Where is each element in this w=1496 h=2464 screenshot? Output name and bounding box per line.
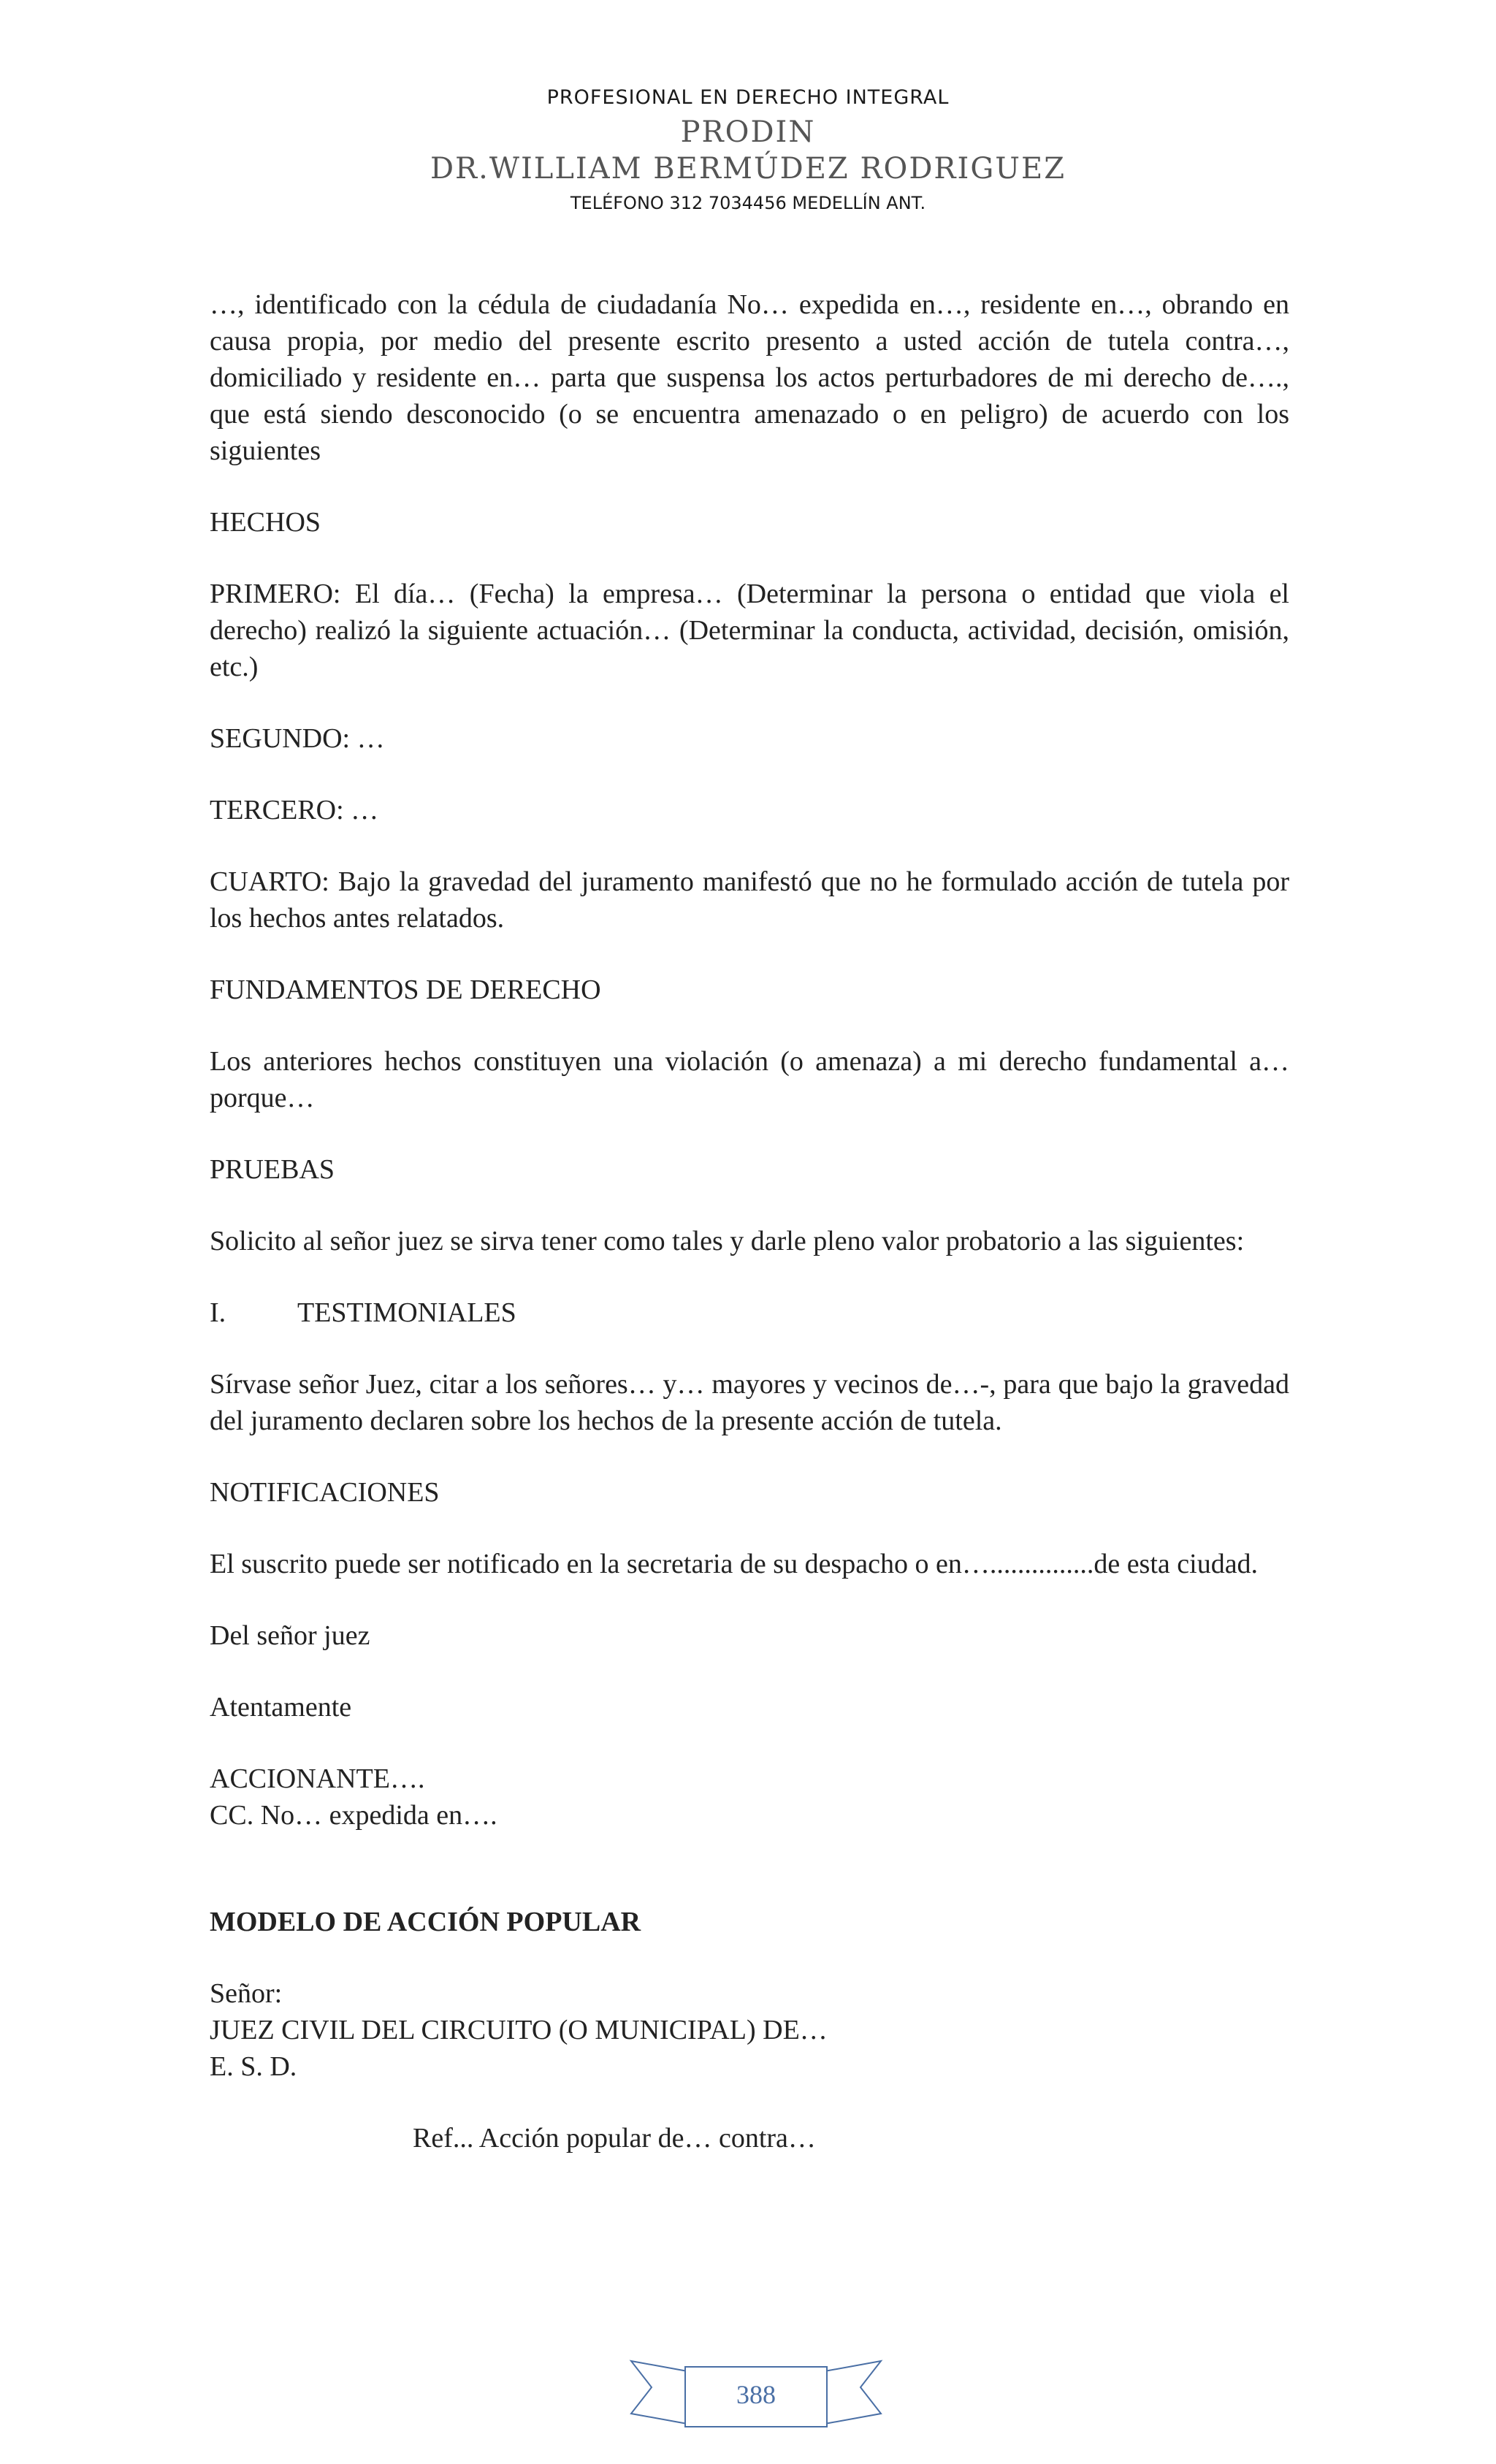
section-heading-pruebas: PRUEBAS xyxy=(210,1154,335,1185)
letterhead-contact: TELÉFONO 312 7034456 MEDELLÍN ANT. xyxy=(570,193,926,213)
notificaciones-paragraph: El suscrito puede ser notificado en la secretaria de su despacho o en…...............de esta ciudad. xyxy=(210,1549,1259,1579)
testimoniales-paragraph: Sírvase señor Juez, citar a los señores… y… mayores y vecinos de…-, para que bajo la gravedad del juramento declaren sobre los hechos de la presente acción de tutela. xyxy=(210,1369,1289,1436)
section-heading-hechos: HECHOS xyxy=(210,507,321,538)
intro-paragraph: …, identificado con la cédula de ciudadanía No… expedida en…, residente en…, obrando en causa propia, por medio del presente escrito presento a usted acción de tutela contra…, domiciliado y residente en… parta que suspensa los actos perturbadores de mi derecho de…., que está siendo desconocido (o se encuentra amenazado o en peligro) de acuerdo con los siguientes xyxy=(210,289,1289,466)
addressee-esd: E. S. D. xyxy=(210,2051,297,2082)
page-number: 388 xyxy=(736,2380,776,2409)
subsection-testimoniales xyxy=(210,1294,1289,1331)
subsection-label: TESTIMONIALES xyxy=(297,1297,516,1328)
document-body xyxy=(210,286,1289,2192)
letterhead-acronym: PRODIN xyxy=(680,115,816,149)
reference-line: Ref... Acción popular de… contra… xyxy=(413,2123,816,2154)
modelo-title: MODELO DE ACCIÓN POPULAR xyxy=(210,1907,641,1937)
addressee-juez: JUEZ CIVIL DEL CIRCUITO (O MUNICIPAL) DE… xyxy=(210,2015,828,2045)
subsection-number: I. xyxy=(210,1297,226,1328)
fact-cuarto: CUARTO: Bajo la gravedad del juramento manifestó que no he formulado acción de tutela por los hechos antes relatados. xyxy=(210,866,1289,934)
fundamentos-paragraph: Los anteriores hechos constituyen una violación (o amenaza) a mi derecho fundamental a… porque… xyxy=(210,1046,1289,1113)
letterhead-firm-name: PROFESIONAL EN DERECHO INTEGRAL xyxy=(546,86,950,109)
signature-cc: CC. No… expedida en…. xyxy=(210,1800,497,1831)
closing-del-senor-juez: Del señor juez xyxy=(210,1620,370,1651)
section-heading-fundamentos: FUNDAMENTOS DE DERECHO xyxy=(210,974,601,1005)
closing-atentamente: Atentamente xyxy=(210,1692,352,1723)
pruebas-paragraph: Solicito al señor juez se sirva tener como tales y darle pleno valor probatorio a las siguientes: xyxy=(210,1226,1245,1256)
fact-segundo: SEGUNDO: … xyxy=(210,723,385,754)
section-heading-notificaciones: NOTIFICACIONES xyxy=(210,1477,440,1508)
letterhead-lawyer-name: DR.WILLIAM BERMÚDEZ RODRIGUEZ xyxy=(430,152,1066,186)
page-footer xyxy=(628,2358,884,2431)
signature-accionante: ACCIONANTE…. xyxy=(210,1763,425,1794)
fact-tercero: TERCERO: … xyxy=(210,795,379,825)
addressee-senor: Señor: xyxy=(210,1978,283,2009)
fact-primero: PRIMERO: El día… (Fecha) la empresa… (Determinar la persona o entidad que viola el derecho) realizó la siguiente actuación… (Determinar la conducta, actividad, decisión, omisión, etc.) xyxy=(210,579,1289,682)
